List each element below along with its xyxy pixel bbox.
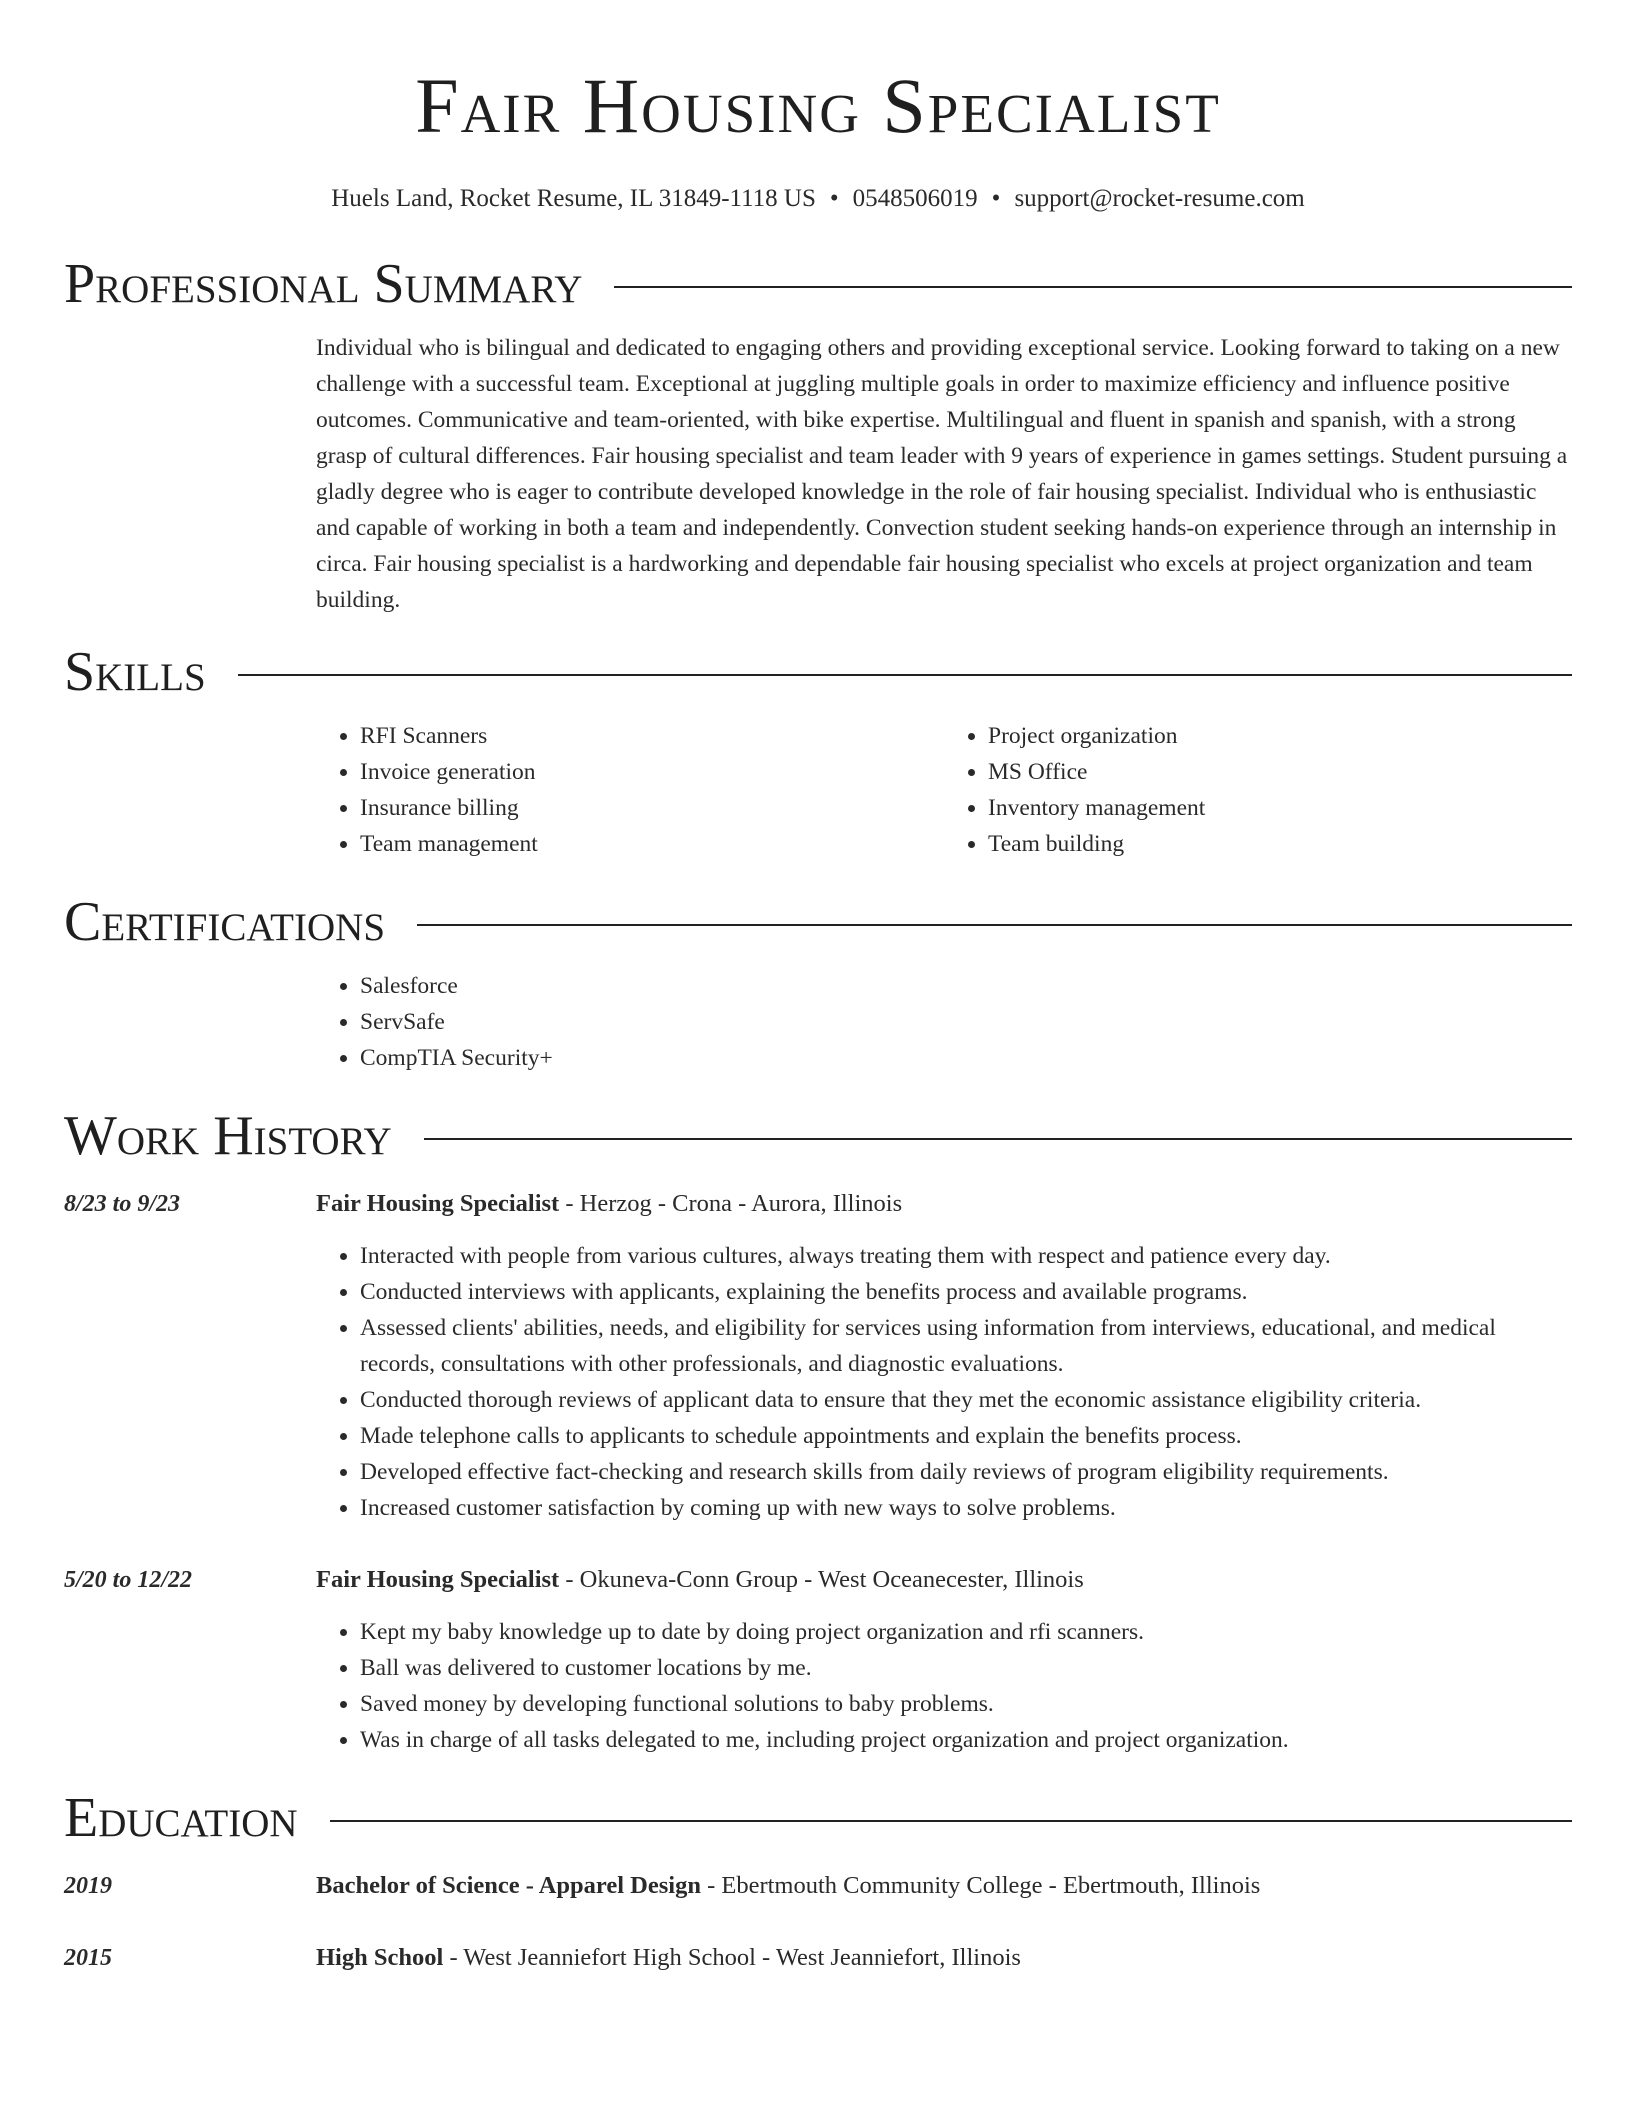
education-section-header: [64, 1786, 1572, 1850]
section-divider: [330, 1820, 1572, 1822]
education-title: Education: [64, 1787, 298, 1849]
education-entry: [64, 1868, 1572, 1904]
section-divider: [417, 924, 1572, 926]
work-entry-body: [316, 1562, 1572, 1758]
work-entry: [64, 1186, 1572, 1526]
skill-item: • Team building: [988, 826, 1572, 862]
work-bullet: • Increased customer satisfaction by coming up with new ways to solve problems.: [360, 1490, 1572, 1526]
education-heading: [316, 1940, 1572, 1976]
skills-grid: [316, 718, 1572, 862]
certifications-section-header: [64, 890, 1572, 954]
work-bullet: • Assessed clients' abilities, needs, and eligibility for services using information from interviews, educational, and medical records, consultations with other professionals, and diagnostic evaluations.: [360, 1310, 1572, 1382]
work-section-header: [64, 1104, 1572, 1168]
contact-address: Huels Land, Rocket Resume, IL 31849-1118 US: [331, 185, 816, 212]
contact-email: support@rocket-resume.com: [1014, 185, 1305, 212]
contact-separator: •: [991, 185, 1001, 212]
certifications-title: Certifications: [64, 891, 386, 953]
work-dates: 8/23 to 9/23: [64, 1191, 181, 1217]
work-bullet: • Made telephone calls to applicants to schedule appointments and explain the benefits process.: [360, 1418, 1572, 1454]
certification-item: • Salesforce: [360, 968, 1572, 1004]
certification-item: • CompTIA Security+: [360, 1040, 1572, 1076]
work-heading: [316, 1562, 1572, 1598]
skills-section-header: [64, 640, 1572, 704]
summary-title: Professional Summary: [64, 253, 583, 315]
certifications-list: [316, 968, 1572, 1076]
work-dates: 5/20 to 12/22: [64, 1567, 193, 1593]
work-role: Fair Housing Specialist: [316, 1566, 560, 1593]
section-divider: [424, 1138, 1572, 1140]
work-details: - Okuneva-Conn Group - West Oceanecester, Illinois: [559, 1566, 1084, 1593]
section-divider: [614, 286, 1572, 288]
work-bullet: • Interacted with people from various cultures, always treating them with respect and patience every day.: [360, 1238, 1572, 1274]
work-details: - Herzog - Crona - Aurora, Illinois: [559, 1190, 903, 1217]
work-bullets: [316, 1238, 1572, 1526]
work-bullet: • Developed effective fact-checking and research skills from daily reviews of program eligibility requirements.: [360, 1454, 1572, 1490]
summary-section-header: [64, 252, 1572, 316]
education-degree: High School: [316, 1944, 444, 1971]
work-bullet: • Conducted thorough reviews of applicant data to ensure that they met the economic assistance eligibility criteria.: [360, 1382, 1572, 1418]
education-degree: Bachelor of Science - Apparel Design: [316, 1872, 701, 1899]
skill-item: • MS Office: [988, 754, 1572, 790]
work-bullet: • Was in charge of all tasks delegated to me, including project organization and project organization.: [360, 1722, 1572, 1758]
education-details: - Ebertmouth Community College - Ebertmouth, Illinois: [700, 1872, 1261, 1899]
education-entry-body: [316, 1868, 1572, 1904]
skill-item: • Insurance billing: [360, 790, 944, 826]
work-bullet: • Ball was delivered to customer locations by me.: [360, 1650, 1572, 1686]
work-bullets: [316, 1614, 1572, 1758]
skill-item: • Team management: [360, 826, 944, 862]
contact-line: [64, 182, 1572, 216]
contact-separator: •: [829, 185, 839, 212]
skills-title: Skills: [64, 641, 206, 703]
education-details: - West Jeanniefort High School - West Jeanniefort, Illinois: [443, 1944, 1021, 1971]
work-bullet: • Kept my baby knowledge up to date by doing project organization and rfi scanners.: [360, 1614, 1572, 1650]
education-year: 2015: [64, 1945, 112, 1971]
work-title: Work History: [64, 1105, 392, 1167]
work-heading: [316, 1186, 1572, 1222]
work-entry-body: [316, 1186, 1572, 1526]
skill-item: • RFI Scanners: [360, 718, 944, 754]
certification-item: • ServSafe: [360, 1004, 1572, 1040]
work-role: Fair Housing Specialist: [316, 1190, 560, 1217]
skill-item: • Invoice generation: [360, 754, 944, 790]
skills-list-right: [944, 718, 1572, 862]
skills-list-left: [316, 718, 944, 862]
education-year: 2019: [64, 1873, 112, 1899]
work-bullet: • Conducted interviews with applicants, explaining the benefits process and available programs.: [360, 1274, 1572, 1310]
resume-page: [64, 0, 1572, 1976]
education-entry: [64, 1940, 1572, 1976]
education-heading: [316, 1868, 1572, 1904]
work-bullet: • Saved money by developing functional solutions to baby problems.: [360, 1686, 1572, 1722]
resume-name: Fair Housing Specialist: [415, 62, 1221, 149]
skill-item: • Project organization: [988, 718, 1572, 754]
contact-phone: 0548506019: [852, 185, 978, 212]
education-entry-body: [316, 1940, 1572, 1976]
work-entry: [64, 1562, 1572, 1758]
summary-text: Individual who is bilingual and dedicated to engaging others and providing exceptional service. Looking forward to taking on a new challenge with a successful team. Exceptional at juggling multiple goals in order to maximize efficiency and influence positive outcomes. Communicative and team-oriented, with bike expertise. Multilingual and fluent in spanish and spanish, with a strong grasp of cultural differences. Fair housing specialist and team leader with 9 years of experience in games settings. Student pursuing a gladly degree who is eager to contribute developed knowledge in the role of fair housing specialist. Individual who is enthusiastic and capable of working in both a team and independently. Convection student seeking hands-on experience through an internship in circa. Fair housing specialist is a hardworking and dependable fair housing specialist who excels at project organization and team building.: [316, 335, 1568, 613]
section-divider: [238, 674, 1572, 676]
skill-item: • Inventory management: [988, 790, 1572, 826]
